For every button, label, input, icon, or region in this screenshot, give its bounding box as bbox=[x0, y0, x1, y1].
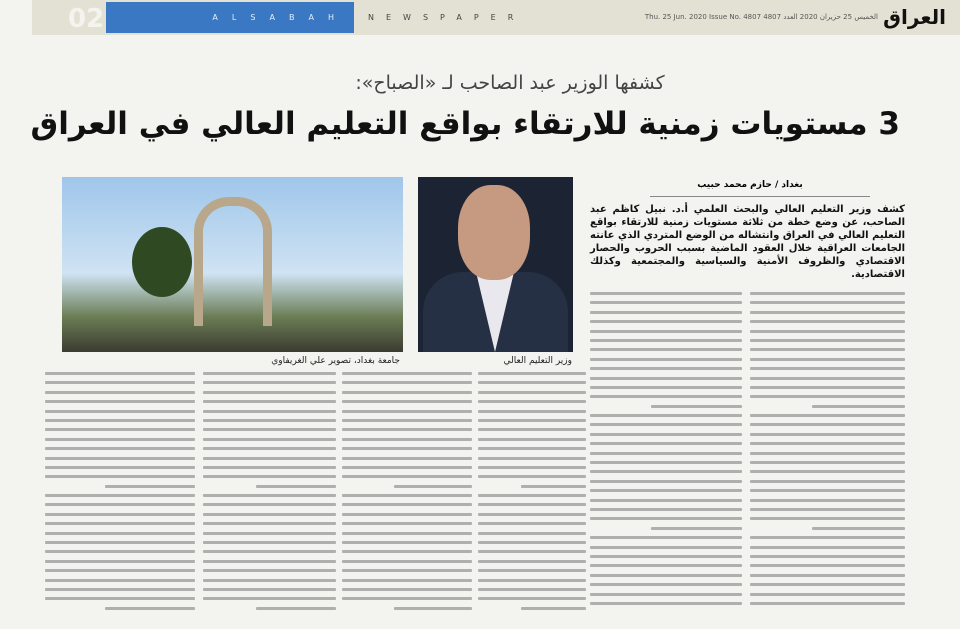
text-line bbox=[750, 348, 905, 351]
text-line bbox=[590, 320, 742, 323]
text-line bbox=[750, 508, 905, 511]
text-line bbox=[45, 588, 195, 591]
text-line bbox=[45, 438, 195, 441]
text-line bbox=[590, 348, 742, 351]
text-line bbox=[105, 485, 195, 488]
text-line bbox=[590, 330, 742, 333]
text-line bbox=[45, 503, 195, 506]
text-line bbox=[342, 588, 472, 591]
text-line bbox=[45, 457, 195, 460]
text-line bbox=[750, 536, 905, 539]
text-line bbox=[750, 339, 905, 342]
text-line bbox=[478, 372, 586, 375]
minister-caption: وزير التعليم العالي bbox=[503, 356, 572, 366]
body-text-column bbox=[203, 372, 336, 616]
text-line bbox=[750, 517, 905, 520]
text-line bbox=[203, 522, 336, 525]
text-line bbox=[750, 311, 905, 314]
body-text-column bbox=[750, 292, 905, 611]
lead-paragraph: كشف وزير التعليم العالي والبحث العلمي أ.د. نبيل كاظم عبد الصاحب، عن وضع خطة من ثلاثة مستويات زمنية للارتقاء بواقع التعليم العالي في العراق وانتشاله من الوضع المتردي الذي عانته الجامعات العراقية خلال العقود الماضية بسبب الحروب والحصار الاقتصادي والظروف الأمنية والسياسية والمجتمعية وكذلك الاقتصادية. bbox=[590, 204, 905, 280]
university-caption: جامعة بغداد، تصوير علي الغريفاوي bbox=[271, 356, 400, 366]
text-line bbox=[812, 405, 905, 408]
text-line bbox=[478, 466, 586, 469]
text-line bbox=[651, 527, 742, 530]
text-line bbox=[203, 541, 336, 544]
text-line bbox=[590, 461, 742, 464]
text-line bbox=[750, 330, 905, 333]
text-line bbox=[478, 579, 586, 582]
text-line bbox=[342, 457, 472, 460]
text-line bbox=[45, 513, 195, 516]
text-line bbox=[342, 494, 472, 497]
body-text-column bbox=[45, 372, 195, 616]
text-line bbox=[342, 438, 472, 441]
text-line bbox=[750, 461, 905, 464]
text-line bbox=[45, 428, 195, 431]
text-line bbox=[342, 579, 472, 582]
text-line bbox=[342, 410, 472, 413]
text-line bbox=[812, 527, 905, 530]
body-text-column bbox=[342, 372, 472, 616]
text-line bbox=[750, 593, 905, 596]
text-line bbox=[45, 447, 195, 450]
text-line bbox=[750, 386, 905, 389]
text-line bbox=[478, 494, 586, 497]
divider bbox=[650, 196, 870, 197]
text-line bbox=[342, 475, 472, 478]
text-line bbox=[45, 494, 195, 497]
text-line bbox=[590, 433, 742, 436]
text-line bbox=[478, 597, 586, 600]
text-line bbox=[750, 480, 905, 483]
text-line bbox=[750, 555, 905, 558]
text-line bbox=[590, 564, 742, 567]
text-line bbox=[478, 438, 586, 441]
text-line bbox=[342, 569, 472, 572]
text-line bbox=[750, 292, 905, 295]
text-line bbox=[750, 602, 905, 605]
text-line bbox=[478, 588, 586, 591]
text-line bbox=[478, 400, 586, 403]
body-text-column bbox=[590, 292, 742, 611]
text-line bbox=[203, 438, 336, 441]
text-line bbox=[203, 391, 336, 394]
text-line bbox=[590, 546, 742, 549]
text-line bbox=[521, 485, 586, 488]
text-line bbox=[45, 522, 195, 525]
text-line bbox=[750, 433, 905, 436]
text-line bbox=[45, 569, 195, 572]
text-line bbox=[203, 475, 336, 478]
text-line bbox=[750, 546, 905, 549]
text-line bbox=[651, 405, 742, 408]
kicker: كشفها الوزير عبد الصاحب لـ «الصباح»: bbox=[355, 72, 665, 94]
text-line bbox=[590, 452, 742, 455]
text-line bbox=[203, 588, 336, 591]
text-line bbox=[45, 466, 195, 469]
text-line bbox=[203, 579, 336, 582]
text-line bbox=[203, 532, 336, 535]
text-line bbox=[590, 555, 742, 558]
text-line bbox=[45, 597, 195, 600]
text-line bbox=[203, 457, 336, 460]
text-line bbox=[590, 508, 742, 511]
text-line bbox=[590, 536, 742, 539]
text-line bbox=[590, 386, 742, 389]
text-line bbox=[342, 522, 472, 525]
text-line bbox=[590, 414, 742, 417]
text-line bbox=[342, 466, 472, 469]
text-line bbox=[342, 550, 472, 553]
text-line bbox=[203, 428, 336, 431]
text-line bbox=[750, 442, 905, 445]
text-line bbox=[203, 372, 336, 375]
text-line bbox=[590, 339, 742, 342]
text-line bbox=[478, 532, 586, 535]
text-line bbox=[590, 301, 742, 304]
text-line bbox=[45, 550, 195, 553]
text-line bbox=[478, 475, 586, 478]
text-line bbox=[45, 410, 195, 413]
text-line bbox=[203, 597, 336, 600]
page-number: 02 bbox=[68, 4, 105, 34]
text-line bbox=[342, 419, 472, 422]
text-line bbox=[750, 470, 905, 473]
text-line bbox=[45, 475, 195, 478]
text-line bbox=[342, 560, 472, 563]
text-line bbox=[478, 541, 586, 544]
text-line bbox=[478, 447, 586, 450]
text-line bbox=[478, 381, 586, 384]
text-line bbox=[590, 574, 742, 577]
text-line bbox=[478, 513, 586, 516]
body-text-column bbox=[478, 372, 586, 616]
text-line bbox=[342, 381, 472, 384]
text-line bbox=[590, 442, 742, 445]
text-line bbox=[256, 607, 336, 610]
text-line bbox=[45, 579, 195, 582]
text-line bbox=[394, 485, 472, 488]
text-line bbox=[590, 470, 742, 473]
byline: بغداد / حازم محمد حبيب bbox=[697, 180, 803, 190]
text-line bbox=[203, 494, 336, 497]
text-line bbox=[203, 503, 336, 506]
text-line bbox=[203, 550, 336, 553]
text-line bbox=[590, 395, 742, 398]
text-line bbox=[750, 301, 905, 304]
text-line bbox=[203, 569, 336, 572]
text-line bbox=[750, 320, 905, 323]
text-line bbox=[590, 517, 742, 520]
university-photo bbox=[62, 177, 403, 352]
text-line bbox=[750, 489, 905, 492]
text-line bbox=[45, 391, 195, 394]
text-line bbox=[590, 311, 742, 314]
text-line bbox=[750, 574, 905, 577]
text-line bbox=[590, 377, 742, 380]
text-line bbox=[590, 489, 742, 492]
text-line bbox=[45, 560, 195, 563]
text-line bbox=[203, 381, 336, 384]
text-line bbox=[750, 564, 905, 567]
text-line bbox=[478, 410, 586, 413]
text-line bbox=[478, 428, 586, 431]
text-line bbox=[45, 381, 195, 384]
text-line bbox=[342, 513, 472, 516]
masthead-bar bbox=[32, 0, 960, 35]
brand-banner: ALSABAH bbox=[106, 2, 354, 33]
text-line bbox=[590, 292, 742, 295]
text-line bbox=[750, 583, 905, 586]
text-line bbox=[590, 358, 742, 361]
text-line bbox=[590, 583, 742, 586]
text-line bbox=[105, 607, 195, 610]
text-line bbox=[478, 560, 586, 563]
text-line bbox=[203, 447, 336, 450]
minister-photo bbox=[418, 177, 573, 352]
text-line bbox=[750, 367, 905, 370]
text-line bbox=[750, 414, 905, 417]
text-line bbox=[590, 602, 742, 605]
text-line bbox=[750, 358, 905, 361]
text-line bbox=[342, 532, 472, 535]
text-line bbox=[750, 395, 905, 398]
text-line bbox=[750, 423, 905, 426]
text-line bbox=[750, 377, 905, 380]
text-line bbox=[45, 372, 195, 375]
text-line bbox=[590, 499, 742, 502]
text-line bbox=[478, 550, 586, 553]
text-line bbox=[478, 569, 586, 572]
text-line bbox=[521, 607, 586, 610]
text-line bbox=[590, 423, 742, 426]
text-line bbox=[342, 391, 472, 394]
text-line bbox=[203, 400, 336, 403]
text-line bbox=[590, 593, 742, 596]
text-line bbox=[590, 367, 742, 370]
text-line bbox=[342, 400, 472, 403]
text-line bbox=[750, 452, 905, 455]
text-line bbox=[342, 503, 472, 506]
text-line bbox=[203, 466, 336, 469]
text-line bbox=[342, 447, 472, 450]
text-line bbox=[478, 503, 586, 506]
text-line bbox=[478, 391, 586, 394]
text-line bbox=[203, 513, 336, 516]
text-line bbox=[478, 419, 586, 422]
text-line bbox=[203, 419, 336, 422]
text-line bbox=[45, 532, 195, 535]
text-line bbox=[478, 457, 586, 460]
text-line bbox=[342, 541, 472, 544]
text-line bbox=[342, 597, 472, 600]
headline: 3 مستويات زمنية للارتقاء بواقع التعليم العالي في العراق bbox=[30, 106, 900, 142]
text-line bbox=[256, 485, 336, 488]
text-line bbox=[478, 522, 586, 525]
text-line bbox=[203, 410, 336, 413]
text-line bbox=[203, 560, 336, 563]
text-line bbox=[45, 419, 195, 422]
newspaper-label: NEWSPAPER bbox=[368, 13, 526, 22]
text-line bbox=[590, 480, 742, 483]
text-line bbox=[45, 541, 195, 544]
text-line bbox=[45, 400, 195, 403]
section-title: العراق bbox=[883, 5, 946, 29]
text-line bbox=[394, 607, 472, 610]
text-line bbox=[342, 428, 472, 431]
issue-date: الخميس 25 حزيران 2020 العدد 4807 Thu. 25 Jun. 2020 Issue No. 4807 bbox=[644, 13, 878, 21]
text-line bbox=[342, 372, 472, 375]
text-line bbox=[750, 499, 905, 502]
